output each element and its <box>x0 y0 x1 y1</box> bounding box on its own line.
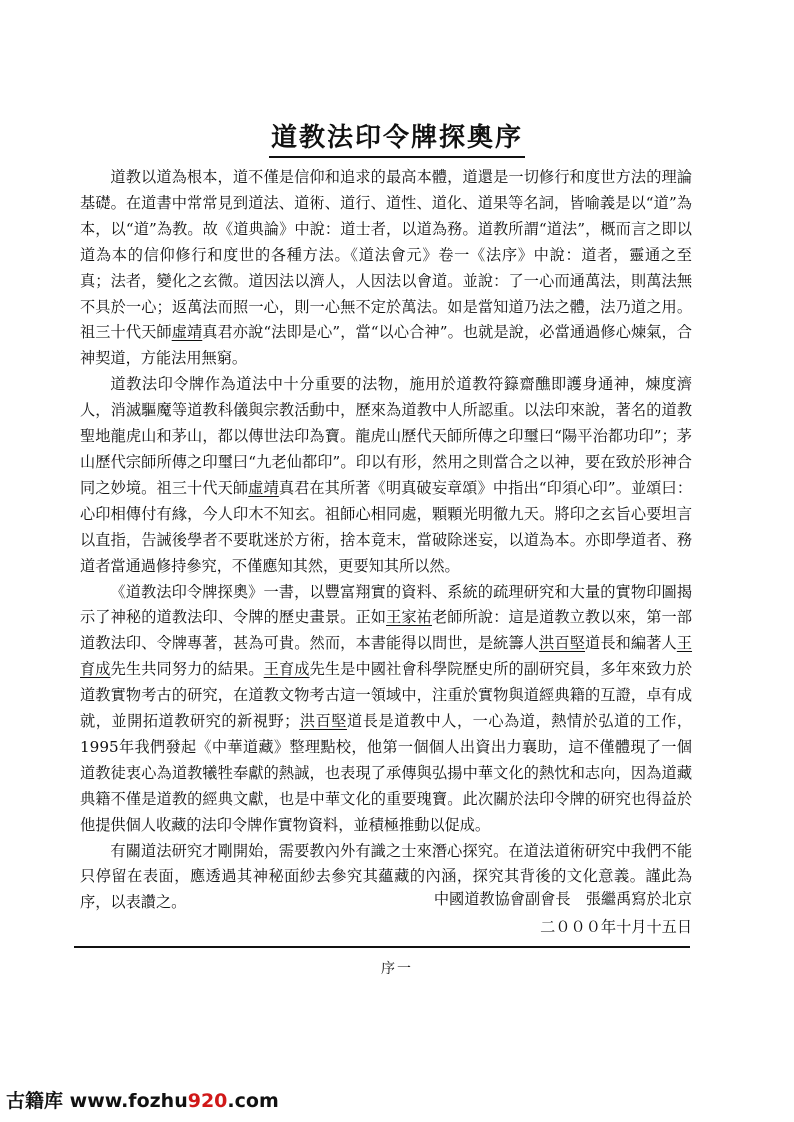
underlined-name: 虛靖 <box>171 323 203 342</box>
text-run: 老師所說：這是道教立教以來，第一部道教法印、令牌專著，甚為可貴。然而，本書能得以問世，是統籌人 <box>80 608 693 653</box>
text-run: 先生是中國社會科學院歷史所的副研究員，多年來致力於道教實物考古的研究，在道教文物考古這一領域中，注重於實物與道經典籍的互證，卓有成就，並開拓道教研究的新視野； <box>80 660 693 731</box>
watermark <box>6 1086 279 1113</box>
signature-line: 中國道教協會副會長 張繼禹寫於北京 <box>433 890 692 908</box>
paragraph <box>80 372 692 579</box>
page-title <box>0 117 794 154</box>
watermark-site-name: 古籍库 <box>6 1090 64 1112</box>
text-run: 先生共同努力的結果。 <box>110 660 264 679</box>
underlined-name: 洪百堅 <box>539 634 586 653</box>
signature-block <box>434 885 692 941</box>
page-number: 序一 <box>381 961 413 977</box>
underlined-name: 王家祐 <box>386 608 432 627</box>
underlined-name: 王育成 <box>263 660 310 679</box>
text-run: 真君亦說“法即是心”，當“以心合神”。也就是說，必當通過修心煉氣，合神契道，方能法用無窮。 <box>80 323 693 368</box>
text-run: 道教法印令牌作為道法中十分重要的法物，施用於道教符籙齋醮即護身通神，煉度濟人，消滅驅魔等道教科儀與宗教活動中，歷來為道教中人所認重。以法印來說，著名的道教聖地龍虎山和茅山，都以傳世法印為寶。龍虎山歷代天師所傳之印璽曰“陽平治都功印”；茅山歷代宗師所傳之印璽曰“九老仙都印”。印以有形，然用之則當合之以神，要在致於形神合同之妙境。祖三十代天師 <box>80 375 692 497</box>
text-run: 道長和編著人 <box>585 634 677 653</box>
watermark-url-suffix: .com <box>227 1090 279 1112</box>
paragraph <box>80 580 692 839</box>
text-run: 真君在其所著《明真破妄章頌》中指出“印須心印”。並頌曰：心印相傳付有緣，今人印木不知玄。祖師心相同處，顆顆光明徹九天。將印之玄旨心要坦言以直指，告誡後學者不要耽迷於方術，捨本竟末，當破除迷妄，以道為本。亦即學道者、務道者當通過修持參究，不僅應知其然，更要知其所以然。 <box>80 478 693 575</box>
underlined-name: 洪百堅 <box>299 712 348 731</box>
paragraph <box>80 165 692 372</box>
text-run: 道教以道為根本，道不僅是信仰和追求的最高本體，道還是一切修行和度世方法的理論基礎。在道書中常常見到道法、道術、道行、道性、道化、道果等名詞，皆喻義是以“道”為本，以“道”為教。故《道典論》中說：道士者，以道為務。道教所謂“道法”，概而言之即以道為本的信仰修行和度世的各種方法。《道法會元》卷一《法序》中說：道者，靈通之至真；法者，變化之玄微。道因法以濟人，人因法以會道。並說：了一心而通萬法，則萬法無不具於一心；返萬法而照一心，則一心無不定於萬法。如是當知道乃法之體，法乃道之用。祖三十代天師 <box>80 168 692 342</box>
date-line: 二０００年十月十五日 <box>540 918 692 936</box>
preface-body <box>80 165 692 916</box>
watermark-url-prefix: www.fozhu <box>69 1090 188 1112</box>
footer-divider <box>74 946 690 948</box>
page-title-text: 道教法印令牌探奧序 <box>269 123 525 158</box>
underlined-name: 虛靖 <box>248 478 279 497</box>
watermark-url-number: 920 <box>187 1090 228 1112</box>
text-run: 《道教法印令牌探奧》一書，以豐富翔實的資料、系統的疏理研究和大量的實物印圖揭示了神秘的道教法印、令牌的歷史畫景。正如 <box>80 582 692 627</box>
text-run: 有關道法研究才剛開始，需要教內外有識之士來潛心探究。在道法道術研究中我們不能只停留在表面，應透過其神秘面紗去參究其蘊藏的內涵，探究其背後的文化意義。謹此為序，以表讚之。 <box>80 841 692 912</box>
text-run: 道長是道教中人，一心為道，熱情於弘道的工作，1995年我們發起《中華道藏》整理點校，他第一個個人出資出力襄助，這不僅體現了一個道教徒衷心為道教犧牲奉獻的熱誠，也表現了承傳與弘揚中華文化的熱忱和志向，因為道藏典籍不僅是道教的經典文獻，也是中華文化的重要瑰寶。此次關於法印令牌的研究也得益於他提供個人收藏的法印令牌作實物資料，並積極推動以促成。 <box>80 712 693 834</box>
underlined-name: 王育成 <box>80 634 693 679</box>
